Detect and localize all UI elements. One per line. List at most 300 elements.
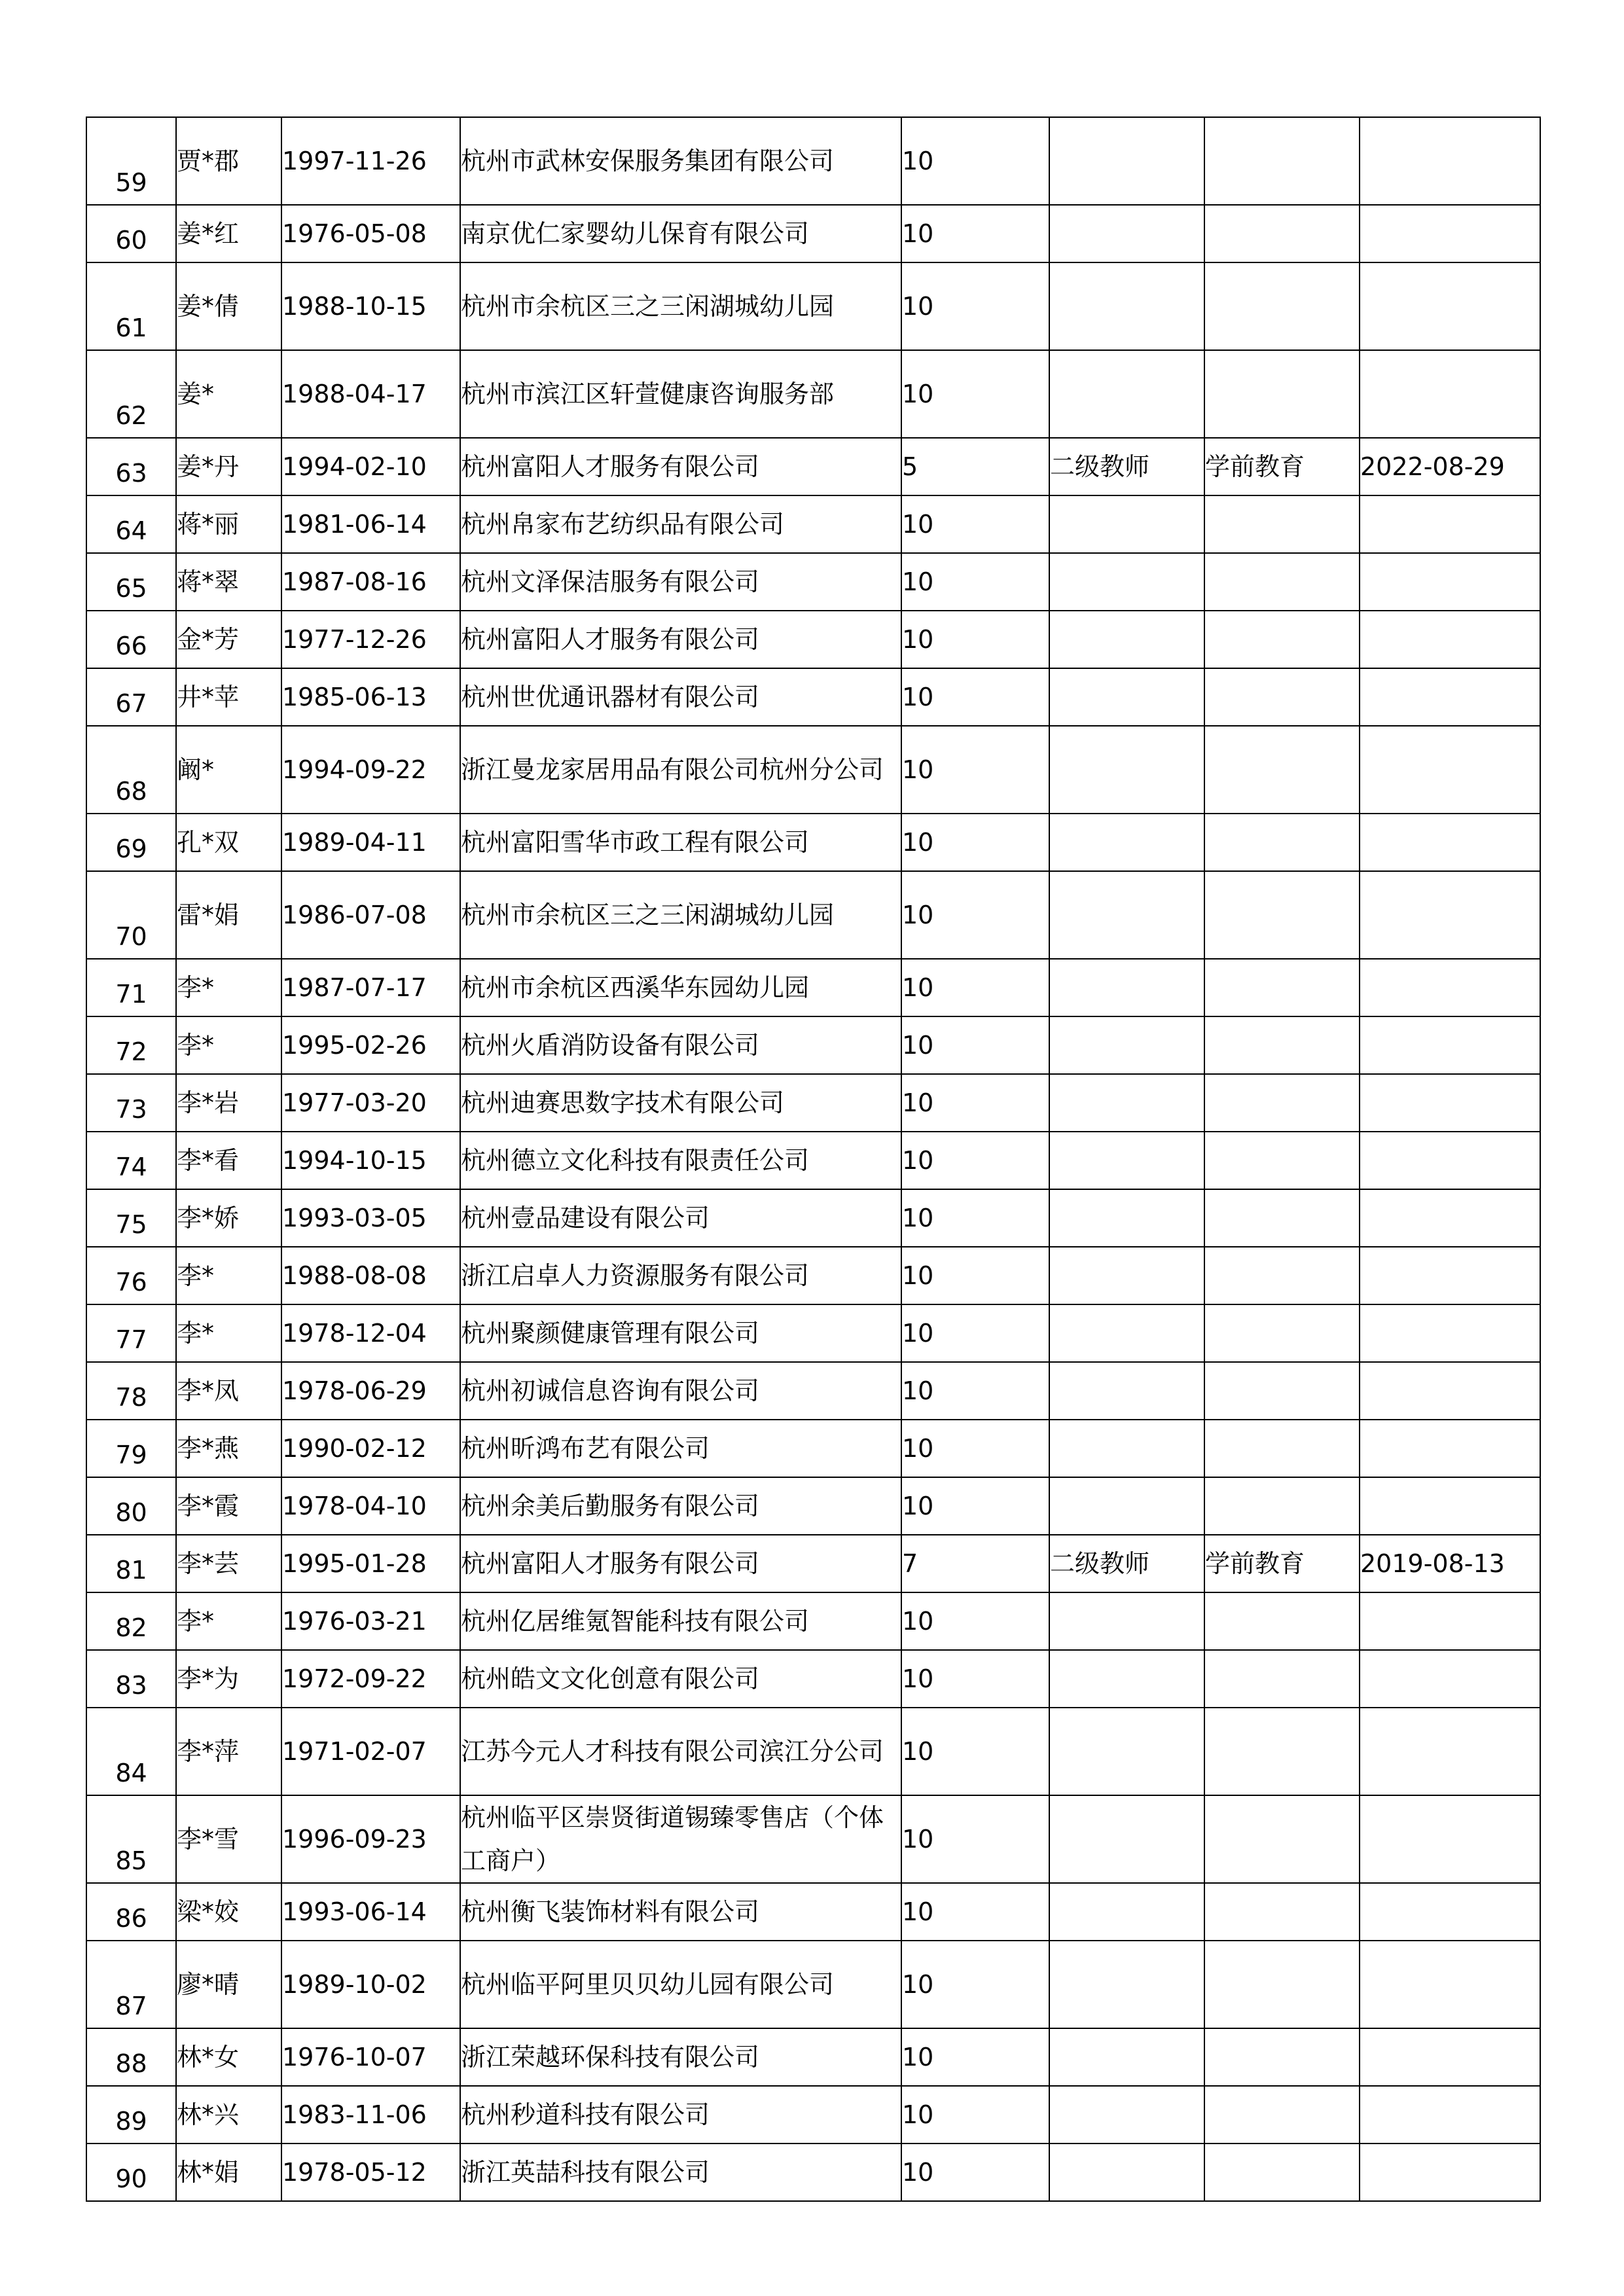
hours-value-cell: 10: [901, 1074, 1049, 1132]
company-name-cell: 杭州市武林安保服务集团有限公司: [460, 117, 901, 205]
birth-date-cell: 1981-06-14: [281, 495, 460, 553]
row-index-cell: [86, 959, 176, 1016]
company-name-cell: 杭州帛家布艺纺织品有限公司: [460, 495, 901, 553]
person-name-cell: 井*苹: [176, 668, 281, 726]
hours-value-cell: 10: [901, 2144, 1049, 2201]
row-index-cell: [86, 668, 176, 726]
row-index-cell: [86, 871, 176, 959]
subject-name-cell: [1204, 1795, 1360, 1883]
person-name-cell: 姜*: [176, 350, 281, 438]
row-index: 67: [115, 689, 147, 718]
row-index: 83: [115, 1671, 147, 1700]
person-name-cell: 李*岩: [176, 1074, 281, 1132]
row-index-cell: [86, 1074, 176, 1132]
row-index: 64: [115, 516, 147, 545]
table-row: [86, 1650, 1540, 1708]
row-index: 62: [115, 401, 147, 430]
cert-date-cell: [1360, 1016, 1540, 1074]
table-row: [86, 1074, 1540, 1132]
row-index-cell: [86, 350, 176, 438]
company-name-cell: 杭州富阳人才服务有限公司: [460, 1535, 901, 1592]
hours-value-cell: 10: [901, 1304, 1049, 1362]
person-name-cell: 李*: [176, 1247, 281, 1304]
birth-date-cell: 1977-12-26: [281, 611, 460, 668]
row-index-cell: [86, 611, 176, 668]
company-name-cell: 杭州衡飞装饰材料有限公司: [460, 1883, 901, 1941]
person-name-cell: 李*萍: [176, 1708, 281, 1795]
row-index-cell: [86, 1420, 176, 1477]
company-name-cell: 杭州市余杭区三之三闲湖城幼儿园: [460, 871, 901, 959]
birth-date-cell: 1995-01-28: [281, 1535, 460, 1592]
birth-date-cell: 1994-02-10: [281, 438, 460, 495]
subject-name-cell: [1204, 1420, 1360, 1477]
row-index: 88: [115, 2049, 147, 2078]
person-name-cell: 李*看: [176, 1132, 281, 1189]
row-index: 63: [115, 459, 147, 488]
person-name-cell: 林*兴: [176, 2086, 281, 2144]
person-name-cell: 梁*姣: [176, 1883, 281, 1941]
person-name-cell: 廖*晴: [176, 1941, 281, 2028]
birth-date-cell: 1978-04-10: [281, 1477, 460, 1535]
company-name-cell: 杭州德立文化科技有限责任公司: [460, 1132, 901, 1189]
cert-date-cell: [1360, 117, 1540, 205]
row-index: 74: [115, 1153, 147, 1181]
subject-name-cell: 学前教育: [1204, 438, 1360, 495]
birth-date-cell: 1997-11-26: [281, 117, 460, 205]
row-index: 84: [115, 1759, 147, 1787]
birth-date-cell: 1987-08-16: [281, 553, 460, 611]
company-name-cell: 杭州市余杭区三之三闲湖城幼儿园: [460, 262, 901, 350]
subject-name-cell: [1204, 262, 1360, 350]
subject-name-cell: [1204, 959, 1360, 1016]
person-name-cell: 李*霞: [176, 1477, 281, 1535]
company-name-cell: 杭州富阳人才服务有限公司: [460, 611, 901, 668]
table-row: [86, 1189, 1540, 1247]
title-rank-cell: [1049, 495, 1204, 553]
birth-date-cell: 1990-02-12: [281, 1420, 460, 1477]
cert-date-cell: [1360, 611, 1540, 668]
company-name-cell: 杭州市余杭区西溪华东园幼儿园: [460, 959, 901, 1016]
table-row: [86, 871, 1540, 959]
hours-value-cell: 10: [901, 553, 1049, 611]
table-row: [86, 1247, 1540, 1304]
company-name-cell: 杭州富阳人才服务有限公司: [460, 438, 901, 495]
company-name-cell: 杭州临平区崇贤街道锡臻零售店（个体工商户）: [460, 1795, 901, 1883]
hours-value-cell: 10: [901, 1708, 1049, 1795]
row-index-cell: [86, 1477, 176, 1535]
hours-value-cell: 10: [901, 1362, 1049, 1420]
birth-date-cell: 1994-10-15: [281, 1132, 460, 1189]
subject-name-cell: [1204, 2028, 1360, 2086]
row-index: 72: [115, 1037, 147, 1066]
title-rank-cell: [1049, 1016, 1204, 1074]
row-index-cell: [86, 1189, 176, 1247]
person-name-cell: 李*雪: [176, 1795, 281, 1883]
company-name-cell: 杭州余美后勤服务有限公司: [460, 1477, 901, 1535]
title-rank-cell: [1049, 350, 1204, 438]
cert-date-cell: [1360, 1650, 1540, 1708]
hours-value-cell: 10: [901, 495, 1049, 553]
person-name-cell: 孔*双: [176, 814, 281, 871]
table-row: [86, 1795, 1540, 1883]
table-row: [86, 1592, 1540, 1650]
title-rank-cell: [1049, 668, 1204, 726]
table-row: [86, 1304, 1540, 1362]
row-index: 65: [115, 574, 147, 603]
title-rank-cell: [1049, 1304, 1204, 1362]
person-name-cell: 李*凤: [176, 1362, 281, 1420]
person-name-cell: 李*: [176, 1304, 281, 1362]
cert-date-cell: [1360, 1189, 1540, 1247]
subject-name-cell: [1204, 2144, 1360, 2201]
table-row: [86, 1016, 1540, 1074]
table-row: [86, 1708, 1540, 1795]
row-index: 75: [115, 1210, 147, 1239]
row-index: 68: [115, 777, 147, 806]
title-rank-cell: [1049, 1883, 1204, 1941]
company-name-cell: 杭州昕鸿布艺有限公司: [460, 1420, 901, 1477]
row-index-cell: [86, 205, 176, 262]
row-index: 81: [115, 1556, 147, 1585]
table-row: [86, 262, 1540, 350]
row-index-cell: [86, 1795, 176, 1883]
title-rank-cell: [1049, 1650, 1204, 1708]
subject-name-cell: [1204, 1708, 1360, 1795]
table-row: [86, 814, 1540, 871]
company-name-cell: 杭州壹品建设有限公司: [460, 1189, 901, 1247]
subject-name-cell: [1204, 1883, 1360, 1941]
row-index: 77: [115, 1325, 147, 1354]
title-rank-cell: [1049, 1132, 1204, 1189]
row-index: 80: [115, 1498, 147, 1527]
subject-name-cell: [1204, 1132, 1360, 1189]
row-index-cell: [86, 726, 176, 814]
hours-value-cell: 10: [901, 1477, 1049, 1535]
birth-date-cell: 1972-09-22: [281, 1650, 460, 1708]
subject-name-cell: [1204, 1650, 1360, 1708]
row-index: 66: [115, 632, 147, 660]
title-rank-cell: [1049, 1420, 1204, 1477]
cert-date-cell: [1360, 1074, 1540, 1132]
subject-name-cell: [1204, 871, 1360, 959]
row-index-cell: [86, 117, 176, 205]
hours-value-cell: 10: [901, 814, 1049, 871]
subject-name-cell: [1204, 495, 1360, 553]
row-index-cell: [86, 1941, 176, 2028]
person-name-cell: 李*: [176, 1592, 281, 1650]
cert-date-cell: [1360, 1592, 1540, 1650]
table-row: [86, 1535, 1540, 1592]
title-rank-cell: [1049, 814, 1204, 871]
row-index-cell: [86, 1883, 176, 1941]
hours-value-cell: 10: [901, 1795, 1049, 1883]
row-index-cell: [86, 1304, 176, 1362]
subject-name-cell: [1204, 1362, 1360, 1420]
title-rank-cell: [1049, 1189, 1204, 1247]
row-index: 85: [115, 1846, 147, 1875]
birth-date-cell: 1989-10-02: [281, 1941, 460, 2028]
cert-date-cell: [1360, 262, 1540, 350]
row-index: 59: [115, 168, 147, 197]
birth-date-cell: 1985-06-13: [281, 668, 460, 726]
table-row: [86, 726, 1540, 814]
title-rank-cell: [1049, 1592, 1204, 1650]
cert-date-cell: [1360, 726, 1540, 814]
birth-date-cell: 1977-03-20: [281, 1074, 460, 1132]
title-rank-cell: [1049, 611, 1204, 668]
person-name-cell: 李*: [176, 1016, 281, 1074]
table-body: [86, 117, 1540, 2201]
birth-date-cell: 1976-05-08: [281, 205, 460, 262]
table-row: [86, 1132, 1540, 1189]
roster-table: [86, 117, 1541, 2202]
hours-value-cell: 10: [901, 1132, 1049, 1189]
table-row: [86, 2086, 1540, 2144]
row-index: 71: [115, 980, 147, 1009]
cert-date-cell: [1360, 1708, 1540, 1795]
row-index: 60: [115, 226, 147, 255]
cert-date-cell: 2019-08-13: [1360, 1535, 1540, 1592]
table-row: [86, 2144, 1540, 2201]
cert-date-cell: [1360, 1941, 1540, 2028]
hours-value-cell: 5: [901, 438, 1049, 495]
cert-date-cell: [1360, 1247, 1540, 1304]
cert-date-cell: [1360, 959, 1540, 1016]
cert-date-cell: 2022-08-29: [1360, 438, 1540, 495]
hours-value-cell: 10: [901, 117, 1049, 205]
subject-name-cell: [1204, 117, 1360, 205]
cert-date-cell: [1360, 350, 1540, 438]
person-name-cell: 李*娇: [176, 1189, 281, 1247]
company-name-cell: 杭州富阳雪华市政工程有限公司: [460, 814, 901, 871]
company-name-cell: 浙江荣越环保科技有限公司: [460, 2028, 901, 2086]
birth-date-cell: 1983-11-06: [281, 2086, 460, 2144]
title-rank-cell: [1049, 726, 1204, 814]
subject-name-cell: [1204, 1074, 1360, 1132]
company-name-cell: 江苏今元人才科技有限公司滨江分公司: [460, 1708, 901, 1795]
company-name-cell: 杭州皓文文化创意有限公司: [460, 1650, 901, 1708]
row-index: 61: [115, 314, 147, 342]
birth-date-cell: 1988-04-17: [281, 350, 460, 438]
table-row: [86, 2028, 1540, 2086]
company-name-cell: 杭州亿居维氪智能科技有限公司: [460, 1592, 901, 1650]
row-index: 82: [115, 1613, 147, 1642]
table-row: [86, 1420, 1540, 1477]
hours-value-cell: 10: [901, 1016, 1049, 1074]
company-name-cell: 杭州临平阿里贝贝幼儿园有限公司: [460, 1941, 901, 2028]
table-row: [86, 1941, 1540, 2028]
person-name-cell: 李*芸: [176, 1535, 281, 1592]
hours-value-cell: 10: [901, 2086, 1049, 2144]
subject-name-cell: [1204, 1941, 1360, 2028]
row-index: 76: [115, 1268, 147, 1297]
subject-name-cell: [1204, 611, 1360, 668]
cert-date-cell: [1360, 814, 1540, 871]
person-name-cell: 姜*红: [176, 205, 281, 262]
birth-date-cell: 1993-06-14: [281, 1883, 460, 1941]
row-index-cell: [86, 553, 176, 611]
person-name-cell: 姜*丹: [176, 438, 281, 495]
hours-value-cell: 10: [901, 726, 1049, 814]
row-index-cell: [86, 262, 176, 350]
hours-value-cell: 10: [901, 959, 1049, 1016]
table-row: [86, 495, 1540, 553]
birth-date-cell: 1994-09-22: [281, 726, 460, 814]
birth-date-cell: 1995-02-26: [281, 1016, 460, 1074]
row-index: 78: [115, 1383, 147, 1412]
row-index-cell: [86, 1132, 176, 1189]
subject-name-cell: [1204, 1016, 1360, 1074]
hours-value-cell: 7: [901, 1535, 1049, 1592]
person-name-cell: 林*娟: [176, 2144, 281, 2201]
table-row: [86, 350, 1540, 438]
cert-date-cell: [1360, 1420, 1540, 1477]
company-name-cell: 浙江英喆科技有限公司: [460, 2144, 901, 2201]
cert-date-cell: [1360, 1883, 1540, 1941]
birth-date-cell: 1978-05-12: [281, 2144, 460, 2201]
table-row: [86, 959, 1540, 1016]
title-rank-cell: [1049, 2086, 1204, 2144]
row-index: 73: [115, 1095, 147, 1124]
cert-date-cell: [1360, 1477, 1540, 1535]
title-rank-cell: [1049, 1362, 1204, 1420]
birth-date-cell: 1988-10-15: [281, 262, 460, 350]
title-rank-cell: [1049, 1247, 1204, 1304]
subject-name-cell: [1204, 1247, 1360, 1304]
hours-value-cell: 10: [901, 611, 1049, 668]
row-index: 70: [115, 922, 147, 951]
cert-date-cell: [1360, 1362, 1540, 1420]
cert-date-cell: [1360, 668, 1540, 726]
title-rank-cell: [1049, 2028, 1204, 2086]
hours-value-cell: 10: [901, 350, 1049, 438]
subject-name-cell: [1204, 814, 1360, 871]
hours-value-cell: 10: [901, 1592, 1049, 1650]
person-name-cell: 阚*: [176, 726, 281, 814]
person-name-cell: 贾*郡: [176, 117, 281, 205]
hours-value-cell: 10: [901, 2028, 1049, 2086]
subject-name-cell: [1204, 668, 1360, 726]
birth-date-cell: 1978-06-29: [281, 1362, 460, 1420]
title-rank-cell: 二级教师: [1049, 438, 1204, 495]
title-rank-cell: [1049, 959, 1204, 1016]
title-rank-cell: [1049, 205, 1204, 262]
person-name-cell: 姜*倩: [176, 262, 281, 350]
birth-date-cell: 1986-07-08: [281, 871, 460, 959]
subject-name-cell: [1204, 1592, 1360, 1650]
row-index-cell: [86, 1362, 176, 1420]
hours-value-cell: 10: [901, 205, 1049, 262]
title-rank-cell: [1049, 117, 1204, 205]
table-row: [86, 1883, 1540, 1941]
row-index: 89: [115, 2107, 147, 2136]
cert-date-cell: [1360, 1304, 1540, 1362]
row-index-cell: [86, 495, 176, 553]
company-name-cell: 杭州初诚信息咨询有限公司: [460, 1362, 901, 1420]
person-name-cell: 蒋*丽: [176, 495, 281, 553]
hours-value-cell: 10: [901, 1883, 1049, 1941]
subject-name-cell: 学前教育: [1204, 1535, 1360, 1592]
row-index-cell: [86, 1247, 176, 1304]
row-index: 90: [115, 2164, 147, 2193]
subject-name-cell: [1204, 1477, 1360, 1535]
row-index-cell: [86, 438, 176, 495]
cert-date-cell: [1360, 495, 1540, 553]
person-name-cell: 蒋*翠: [176, 553, 281, 611]
title-rank-cell: [1049, 553, 1204, 611]
table-row: [86, 611, 1540, 668]
cert-date-cell: [1360, 2144, 1540, 2201]
table-row: [86, 205, 1540, 262]
birth-date-cell: 1993-03-05: [281, 1189, 460, 1247]
row-index-cell: [86, 814, 176, 871]
title-rank-cell: [1049, 2144, 1204, 2201]
title-rank-cell: [1049, 262, 1204, 350]
hours-value-cell: 10: [901, 1420, 1049, 1477]
cert-date-cell: [1360, 1795, 1540, 1883]
row-index: 86: [115, 1904, 147, 1933]
company-name-cell: 浙江曼龙家居用品有限公司杭州分公司: [460, 726, 901, 814]
subject-name-cell: [1204, 553, 1360, 611]
row-index-cell: [86, 2086, 176, 2144]
birth-date-cell: 1988-08-08: [281, 1247, 460, 1304]
title-rank-cell: [1049, 1477, 1204, 1535]
row-index: 87: [115, 1992, 147, 2020]
company-name-cell: 杭州文泽保洁服务有限公司: [460, 553, 901, 611]
table-row: [86, 117, 1540, 205]
row-index-cell: [86, 2028, 176, 2086]
company-name-cell: 杭州世优通讯器材有限公司: [460, 668, 901, 726]
company-name-cell: 浙江启卓人力资源服务有限公司: [460, 1247, 901, 1304]
hours-value-cell: 10: [901, 1189, 1049, 1247]
person-name-cell: 李*为: [176, 1650, 281, 1708]
person-name-cell: 李*: [176, 959, 281, 1016]
hours-value-cell: 10: [901, 871, 1049, 959]
table-row: [86, 553, 1540, 611]
title-rank-cell: [1049, 1941, 1204, 2028]
birth-date-cell: 1976-10-07: [281, 2028, 460, 2086]
row-index-cell: [86, 1535, 176, 1592]
title-rank-cell: [1049, 1074, 1204, 1132]
company-name-cell: 杭州迪赛思数字技术有限公司: [460, 1074, 901, 1132]
table-row: [86, 668, 1540, 726]
row-index-cell: [86, 1016, 176, 1074]
company-name-cell: 杭州市滨江区轩萱健康咨询服务部: [460, 350, 901, 438]
table-row: [86, 1477, 1540, 1535]
cert-date-cell: [1360, 871, 1540, 959]
row-index-cell: [86, 1592, 176, 1650]
person-name-cell: 李*燕: [176, 1420, 281, 1477]
company-name-cell: 杭州聚颜健康管理有限公司: [460, 1304, 901, 1362]
row-index-cell: [86, 2144, 176, 2201]
company-name-cell: 杭州秒道科技有限公司: [460, 2086, 901, 2144]
company-name-cell: 杭州火盾消防设备有限公司: [460, 1016, 901, 1074]
row-index: 69: [115, 834, 147, 863]
birth-date-cell: 1971-02-07: [281, 1708, 460, 1795]
row-index-cell: [86, 1650, 176, 1708]
birth-date-cell: 1976-03-21: [281, 1592, 460, 1650]
birth-date-cell: 1996-09-23: [281, 1795, 460, 1883]
subject-name-cell: [1204, 1304, 1360, 1362]
hours-value-cell: 10: [901, 1247, 1049, 1304]
hours-value-cell: 10: [901, 262, 1049, 350]
table-row: [86, 438, 1540, 495]
title-rank-cell: 二级教师: [1049, 1535, 1204, 1592]
hours-value-cell: 10: [901, 1941, 1049, 2028]
cert-date-cell: [1360, 1132, 1540, 1189]
title-rank-cell: [1049, 1795, 1204, 1883]
cert-date-cell: [1360, 205, 1540, 262]
